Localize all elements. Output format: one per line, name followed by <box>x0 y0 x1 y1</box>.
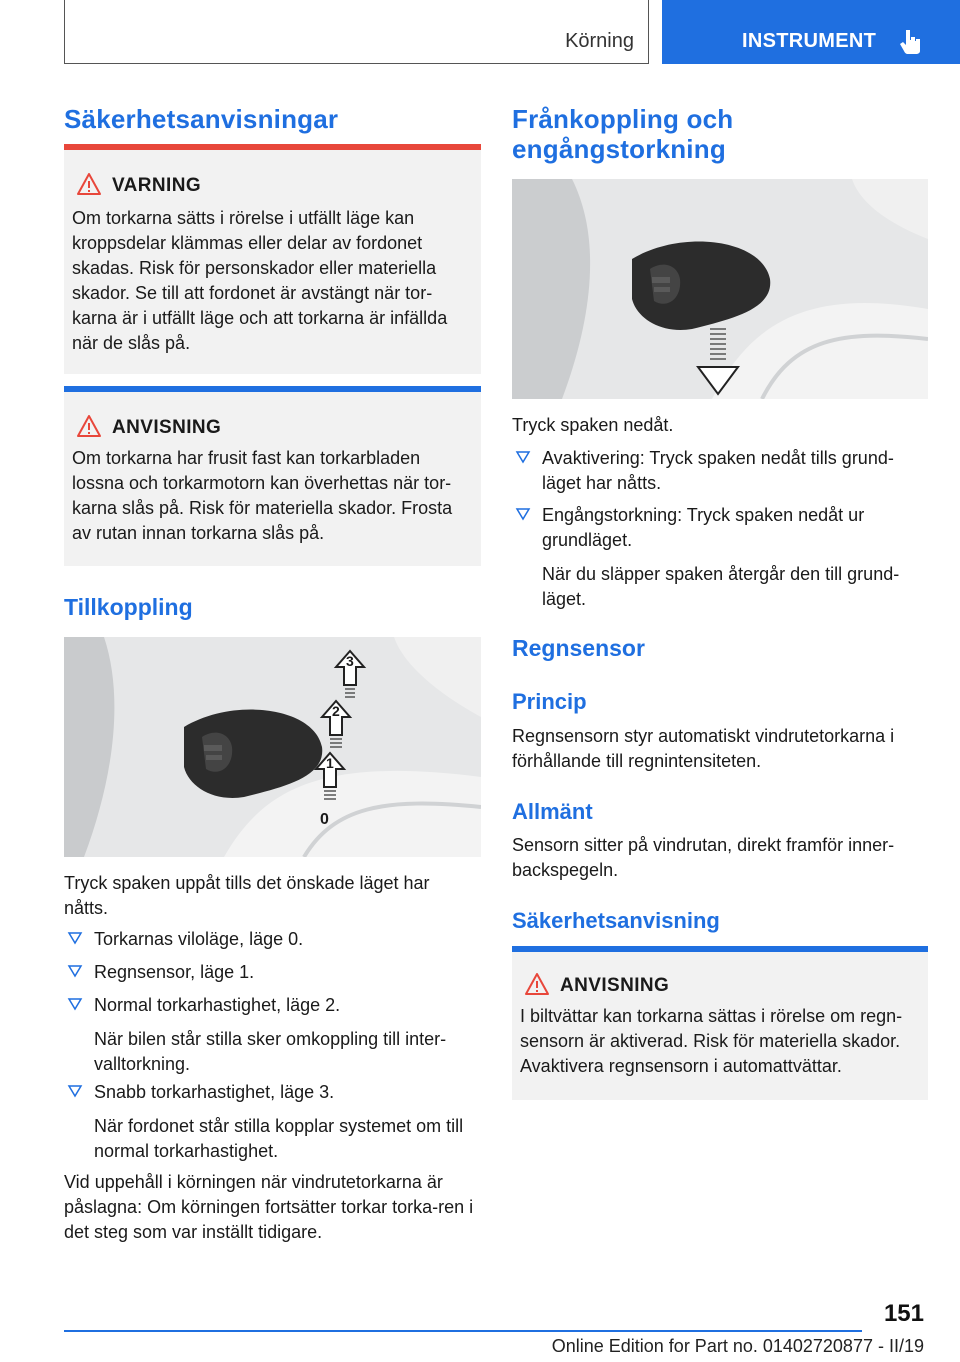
header-section-tab <box>64 0 649 64</box>
position-label-0: 0 <box>320 811 329 828</box>
page-number: 151 <box>883 1300 924 1327</box>
notice-bar <box>64 386 481 392</box>
list-item-subtext: När du släpper spaken återgår den till grund-läget. <box>542 564 900 609</box>
notice-body: I biltvättar kan torkarna sättas i rörelse om regn-sensorn är aktiverad. Risk för materiella skador. Avaktivera regnsensorn i automattvättar. <box>520 1006 903 1076</box>
tillkoppling-outro: Vid uppehåll i körningen när vindrutetorkarna är påslagna: Om körningen fortsätter torkar torka-ren i det steg som var inställt tidigare. <box>64 1172 474 1242</box>
header-chapter-tab <box>662 0 960 64</box>
tillkoppling-intro: Tryck spaken uppåt tills det önskade läget har nåtts. <box>64 873 430 918</box>
warning-body: Om torkarna sätts i rörelse i utfällt läge kan kroppsdelar klämmas eller delar av fordonet skadas. Risk för personskador eller materiella skador. Se till att fordonet är avstängt när tor-karna är i utfällt läge och att torkarna är infällda när de slås på. <box>72 208 448 353</box>
position-label-2: 2 <box>332 703 340 719</box>
position-label-1: 1 <box>326 755 334 771</box>
section-label: Körning <box>565 30 634 52</box>
bullet-triangle-icon <box>515 449 531 465</box>
heading-safety-instruction: Säkerhetsanvisning <box>512 908 720 933</box>
list-item: Engångstorkning: Tryck spaken nedåt ur grundläget. När du släpper spaken återgår den till grund-läget. <box>512 503 928 612</box>
warning-triangle-icon <box>524 972 550 996</box>
edition-text: Online Edition for Part no. 01402720877 - II/19 <box>551 1336 924 1356</box>
notice-title: ANVISNING <box>560 975 670 996</box>
bullet-triangle-icon <box>67 930 83 946</box>
list-item-subtext: När fordonet står stilla kopplar systemet om till normal torkarhastighet. <box>94 1116 464 1161</box>
heading-tillkoppling: Tillkoppling <box>64 594 193 620</box>
warning-box <box>64 144 481 374</box>
disengage-intro: Tryck spaken nedåt. <box>512 415 674 435</box>
warning-triangle-icon <box>76 172 102 196</box>
heading-disengage: Frånkoppling och engångstorkning <box>512 104 734 164</box>
heading-rain-sensor: Regnsensor <box>512 635 645 661</box>
list-item: Normal torkarhastighet, läge 2. När bilen står stilla sker omkoppling till inter-valltorkning. <box>64 993 481 1077</box>
list-item: Avaktivering: Tryck spaken nedåt tills grund-läget har nåtts. <box>512 446 928 496</box>
bullet-triangle-icon <box>67 1083 83 1099</box>
heading-general: Allmänt <box>512 799 593 824</box>
list-item: Torkarnas viloläge, läge 0. <box>64 927 481 952</box>
bullet-triangle-icon <box>67 996 83 1012</box>
heading-safety-instructions: Säkerhetsanvisningar <box>64 104 339 134</box>
bullet-triangle-icon <box>515 506 531 522</box>
wiper-lever-up-image <box>64 637 481 857</box>
chapter-label: INSTRUMENT <box>742 30 877 52</box>
position-label-3: 3 <box>346 653 354 669</box>
notice-box <box>64 386 481 566</box>
principle-body: Regnsensorn styr automatiskt vindrutetorkarna i förhållande till regnintensiteten. <box>512 726 895 771</box>
list-item-subtext: När bilen står stilla sker omkoppling till inter-valltorkning. <box>94 1029 447 1074</box>
notice-box <box>512 946 928 1100</box>
general-body: Sensorn sitter på vindrutan, direkt framför inner-backspegeln. <box>512 835 895 880</box>
bullet-triangle-icon <box>67 963 83 979</box>
notice-body: Om torkarna har frusit fast kan torkarbladen lossna och torkarmotorn kan överhettas när tor-karna slås på. Risk för materiella skador. Frosta av rutan innan torkarna slås på. <box>72 448 453 543</box>
warning-triangle-icon <box>76 414 102 438</box>
notice-title: ANVISNING <box>112 417 222 438</box>
notice-bar <box>512 946 928 952</box>
footer-rule <box>64 1330 862 1332</box>
warning-bar <box>64 144 481 150</box>
list-item: Snabb torkarhastighet, läge 3. När fordonet står stilla kopplar systemet om till normal torkarhastighet. <box>64 1080 481 1164</box>
hand-pointer-icon <box>898 28 924 54</box>
heading-principle: Princip <box>512 689 587 714</box>
list-item: Regnsensor, läge 1. <box>64 960 481 985</box>
wiper-lever-down-image <box>512 179 928 399</box>
warning-title: VARNING <box>112 175 202 196</box>
